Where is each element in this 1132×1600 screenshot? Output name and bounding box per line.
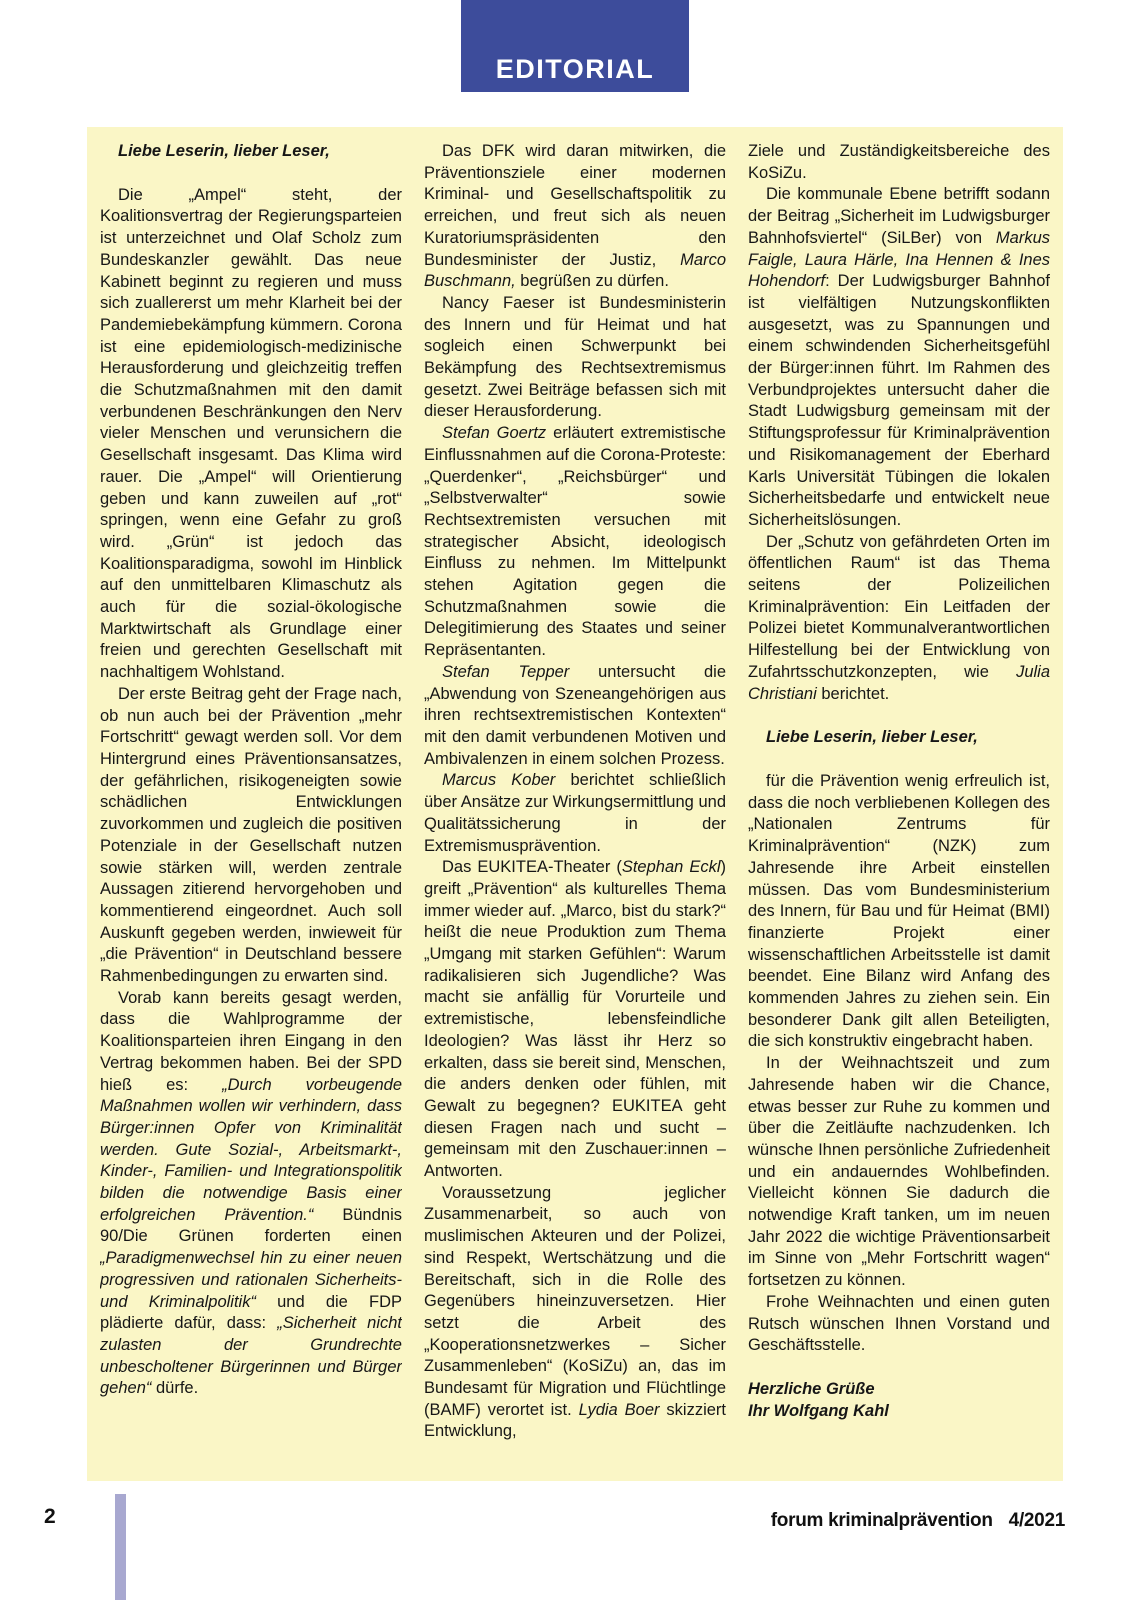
editorial-content-area xyxy=(87,127,1063,1481)
paragraph: Frohe Weihnachten und einen guten Rutsch wünschen Ihnen Vorstand und Geschäftsstelle. xyxy=(748,1292,1050,1355)
paragraph: für die Prävention wenig erfreulich ist, dass die noch verbliebenen Kollegen des „Nationalen Zentrums für Kriminalprävention“ (NZK) zum Jahresende ihre Arbeit einstellen müssen. Das vom Bundesministerium des Innern, für Bau und für Heimat (BMI) finanzierte Projekt einer wissenschaftlichen Arbeitsstelle ist damit beendet. Eine Bilanz wird Anfang des kommenden Jahres zu ziehen sein. Ein besonderer Dank gilt allen Beteiligten, die sich konstruktiv eingebracht haben. xyxy=(748,771,1050,1051)
paragraph: Das EUKITEA-Theater (Stephan Eckl) greift „Prävention“ als kulturelles Thema immer wieder auf. „Marco, bist du stark?“ heißt die neue Produktion zum Thema „Umgang mit starken Gefühlen“: Warum radikalisieren sich Jugendliche? Was macht sie anfällig für Vorurteile und extremistische, lebensfeindliche Ideologien? Was lässt ihr Herz so erkalten, dass sie bereit sind, Menschen, die anders denken oder fühlen, mit Gewalt zu begegnen? EUKITEA geht diesen Fragen nach und sucht – gemeinsam mit den Zuschauer:innen – Antworten. xyxy=(424,858,726,1181)
text-column-3 xyxy=(748,141,1050,1469)
paragraph: Ziele und Zuständigkeitsbereiche des KoSiZu. xyxy=(748,142,1050,182)
paragraph: Der „Schutz von gefährdeten Orten im öffentlichen Raum“ ist das Thema seitens der Polizeilichen Kriminalprävention: Ein Leitfaden der Polizei bietet Kommunalverantwortlichen Hilfestellung bei der Entwicklung von Zufahrtsschutzkonzepten, wie Julia Christiani berichtet. xyxy=(748,532,1050,703)
editorial-header-box xyxy=(461,0,689,92)
paragraph: Das DFK wird daran mitwirken, die Präventionsziele einer modernen Kriminal- und Gesellschaftspolitik zu erreichen, und freut sich als neuen Kuratoriumspräsidenten den Bundesminister der Justiz, Marco Buschmann, begrüßen zu dürfen. xyxy=(424,142,726,291)
signature: Herzliche Grüße Ihr Wolfgang Kahl xyxy=(748,1379,889,1420)
paragraph: Vorab kann bereits gesagt werden, dass die Wahlprogramme der Koalitionsparteien ihren Eingang in den Vertrag bekommen haben. Bei der SPD hieß es: „Durch vorbeugende Maßnahmen wollen wir verhindern, dass Bürger:innen Opfer von Kriminalität werden. Gute Sozial-, Arbeitsmarkt-, Kinder-, Familien- und Integrationspolitik bilden die notwendige Basis einer erfolgreichen Prävention.“ Bündnis 90/Die Grünen forderten einen „Paradigmenwechsel hin zu einer neuen progressiven und rationalen Sicherheits- und Kriminalpolitik“ und die FDP plädierte dafür, dass: „Sicherheit nicht zulasten der Grundrechte unbescholtener Bürgerinnen und Bürger gehen“ dürfe. xyxy=(100,988,402,1398)
paragraph: Der erste Beitrag geht der Frage nach, ob nun auch bei der Prävention „mehr Fortschritt“ gewagt werden soll. Vor dem Hintergrund eines Präventionsansatzes, der gefährlichen, risikogeneigten sowie schädlichen Entwicklungen zuvorkommen und zugleich die positiven Potenziale in der Gesellschaft nutzen sowie stärken will, werden zentrale Aussagen zitierend hervorgehoben und kommentierend eingeordnet. Auch soll Auskunft gegeben werden, inwieweit für „die Prävention“ in Deutschland bessere Rahmenbedingungen zu erwarten sind. xyxy=(100,684,402,986)
page-title: EDITORIAL xyxy=(495,54,655,84)
page-number: 2 xyxy=(44,1505,56,1528)
text-column-2 xyxy=(424,141,726,1469)
salutation: Liebe Leserin, lieber Leser, xyxy=(766,728,978,747)
journal-footer xyxy=(771,1510,1065,1532)
salutation: Liebe Leserin, lieber Leser, xyxy=(118,142,330,160)
text-column-1 xyxy=(100,141,402,1469)
paragraph: Die „Ampel“ steht, der Koalitionsvertrag der Regierungsparteien ist unterzeichnet und Olaf Scholz zum Bundeskanzler gewählt. Das neue Kabinett beginnt zu regieren und muss sich zuallererst um mehr Klarheit bei der Pandemiebekämpfung kümmern. Corona ist eine epidemiologisch-medizinische Herausforderung und gleichzeitig treffen die Schutzmaßnahmen mit den damit verbundenen Beschränkungen den Nerv vieler Menschen und verunsichern die Gesellschaft insgesamt. Das Klima wird rauer. Die „Ampel“ will Orientierung geben und kann zuweilen auf „rot“ springen, wenn eine Gefahr zu groß wird. „Grün“ ist jedoch das Koalitionsparadigma, sowohl im Hinblick auf den unmittelbaren Klimaschutz als auch für die sozial-ökologische Marktwirtschaft als Grundlage einer freien und gerechten Gesellschaft mit nachhaltigem Wohlstand. xyxy=(100,185,402,682)
journal-name: forum kriminalprävention xyxy=(770,1510,993,1531)
footer-accent-bar xyxy=(115,1494,126,1600)
paragraph: Die kommunale Ebene betrifft sodann der Beitrag „Sicherheit im Ludwigsburger Bahnhofsviertel“ (SiLBer) von Markus Faigle, Laura Härle, Ina Hennen & Ines Hohendorf: Der Ludwigsburger Bahnhof ist vielfältigen Nutzungskonflikten ausgesetzt, was zu Spannungen und einem schwindenden Sicherheitsgefühl der Bürger:innen führt. Im Rahmen des Verbundprojektes untersucht daher die Stadt Ludwigsburg gemeinsam mit der Stiftungsprofessur für Kriminalprävention und Risikomanagement der Eberhard Karls Universität Tübingen die lokalen Sicherheitsbedarfe und entwickelt neue Sicherheitslösungen. xyxy=(748,185,1050,529)
paragraph: Stefan Tepper untersucht die „Abwendung von Szeneangehörigen aus ihren rechtsextremistischen Kontexten“ mit den damit verbundenen Motiven und Ambivalenzen in einem solchen Prozess. xyxy=(424,662,726,768)
paragraph: Voraussetzung jeglicher Zusammenarbeit, so auch von muslimischen Akteuren und der Polizei, sind Respekt, Wertschätzung und die Bereitschaft, sich in die Rolle des Gegenübers hineinzuversetzen. Hier setzt die Arbeit des „Kooperationsnetzwerkes – Sicher Zusammenleben“ (KoSiZu) an, das im Bundesamt für Migration und Flüchtlinge (BAMF) verortet ist. Lydia Boer skizziert Entwicklung, xyxy=(424,1183,726,1441)
paragraph: In der Weihnachtszeit und zum Jahresende haben wir die Chance, etwas besser zur Ruhe zu kommen und über die Zeitläufte nachzudenken. Ich wünsche Ihnen persönliche Zufriedenheit und ein andauerndes Wohlbefinden. Vielleicht können Sie dadurch die notwendige Kraft tanken, um im neuen Jahr 2022 die wichtige Präventionsarbeit im Sinne von „Mehr Fortschritt wagen“ fortsetzen zu können. xyxy=(748,1054,1050,1290)
paragraph: Stefan Goertz erläutert extremistische Einflussnahmen auf die Corona-Proteste: „Querdenker“, „Reichsbürger“ und „Selbstverwalter“ sowie Rechtsextremisten versuchen mit strategischer Absicht, ideologisch Einfluss zu nehmen. Im Mittelpunkt stehen Agitation gegen die Schutzmaßnahmen sowie die Delegitimierung des Staates und seiner Repräsentanten. xyxy=(424,424,726,660)
paragraph: Marcus Kober berichtet schließlich über Ansätze zur Wirkungsermittlung und Qualitätssicherung in der Extremismusprävention. xyxy=(424,771,726,855)
paragraph: Nancy Faeser ist Bundesministerin des Innern und für Heimat und hat sogleich einen Schwerpunkt bei Bekämpfung des Rechtsextremismus gesetzt. Zwei Beiträge befassen sich mit dieser Herausforderung. xyxy=(424,293,726,421)
issue-number: 4/2021 xyxy=(1008,1510,1065,1531)
